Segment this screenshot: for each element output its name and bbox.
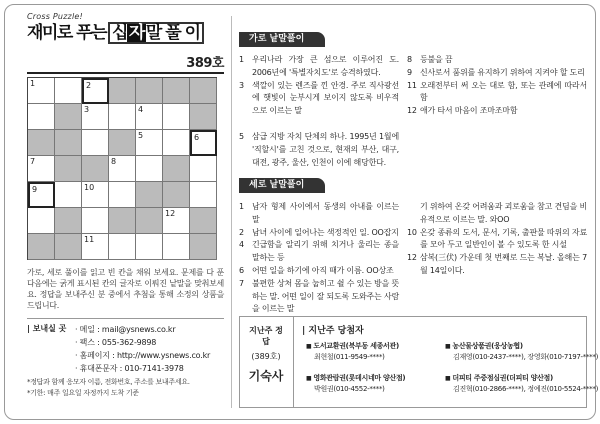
grid-cell[interactable] bbox=[136, 234, 163, 260]
eyebrow: Cross Puzzle! bbox=[27, 12, 83, 21]
grid-cell[interactable] bbox=[82, 130, 109, 156]
clue-number: 7 bbox=[30, 157, 36, 166]
clue-number: 11 bbox=[84, 235, 95, 244]
contact-label: | 보내실 곳 bbox=[27, 324, 67, 333]
across-clue: 12 애가 타서 마음이 조마조마함 bbox=[407, 106, 518, 116]
winners-title: | 지난주 당첨자 bbox=[302, 326, 364, 336]
contact-fax: · 팩스 : 055-362-9898 bbox=[75, 338, 157, 347]
contact-email[interactable]: · 메일 : mail@ysnews.co.kr bbox=[75, 325, 176, 334]
grid-cell[interactable] bbox=[55, 78, 82, 104]
across-clue: 3 색깔이 있는 렌즈를 낀 안경. 주로 직사광선에 햇빛이 눈부시게 보이지 않도록 비우적으로 이르는 말 bbox=[239, 80, 399, 116]
winner-names: 김진혁(010-2866-****), 정예진(010-5524-****) bbox=[453, 385, 599, 393]
grid-cell-blocked bbox=[163, 78, 190, 104]
down-clue: 2 남녀 사이에 일어나는 색정적인 일. OO잡지 bbox=[239, 227, 399, 237]
grid-cell[interactable] bbox=[82, 234, 109, 260]
down-clue: 12 삼복(三伏) 가운데 첫 번째로 드는 복날. 올해는 7월 14일이다. bbox=[407, 253, 587, 275]
grid-cell[interactable] bbox=[109, 234, 136, 260]
winner-entry bbox=[445, 373, 598, 395]
grid-cell[interactable] bbox=[28, 78, 55, 104]
note-entry: *정답과 함께 응모자 이름, 전화번호, 주소를 보내주세요. bbox=[27, 378, 190, 386]
grid-cell[interactable] bbox=[136, 104, 163, 130]
grid-cell[interactable] bbox=[190, 182, 217, 208]
title-char-c: 말 풀 이 bbox=[145, 23, 200, 43]
clue-number: 1 bbox=[30, 79, 36, 88]
title-char-b: 자 bbox=[128, 23, 144, 43]
down-clue-continued: 기 위하여 온갖 어려움과 괴로움을 참고 견딤을 비유적으로 이르는 말. 와OO bbox=[420, 202, 587, 224]
grid-cell-blocked bbox=[55, 156, 82, 182]
grid-cell[interactable] bbox=[28, 208, 55, 234]
grid-cell-blocked bbox=[28, 234, 55, 260]
puzzle-title bbox=[27, 22, 204, 44]
contact-lines bbox=[75, 323, 225, 375]
grid-cell[interactable] bbox=[136, 130, 163, 156]
clue-number: 5 bbox=[138, 131, 144, 140]
across-clue: 8 등불을 끔 bbox=[407, 55, 453, 64]
prize-place: ■ 도서교환권(북부동 세종서관) bbox=[306, 341, 399, 352]
down-clues-col1 bbox=[239, 201, 399, 314]
grid-cell-highlighted[interactable] bbox=[28, 182, 55, 208]
prize-place: ■ 영화관람권(롯데시네마 양산점) bbox=[306, 373, 405, 384]
grid-cell-blocked bbox=[163, 182, 190, 208]
across-clue: 5 삼급 지방 자치 단체의 하나. 1995년 1월에 '직할시'를 고친 것으로, 현재의 부산, 대구, 대전, 광주, 울산, 인천이 이에 해당한다. bbox=[239, 132, 399, 167]
grid-cell-blocked bbox=[82, 156, 109, 182]
clue-number: 10 bbox=[84, 183, 95, 192]
across-clue: 9 신사로서 품위를 유지하기 위하여 지켜야 할 도리 bbox=[407, 67, 585, 77]
winner-entry bbox=[306, 373, 405, 395]
grid-cell-blocked bbox=[109, 78, 136, 104]
results-box bbox=[239, 316, 599, 408]
down-clue: 6 어떤 일을 하기에 아직 때가 이름. OO상조 bbox=[239, 265, 394, 275]
winner-names: 최현철(011-9549-****) bbox=[314, 353, 385, 361]
across-clue: 11 오래전부터 써 오는 대로 함, 또는 관례에 따라서 함 bbox=[407, 80, 587, 103]
grid-cell-blocked bbox=[136, 208, 163, 234]
answer-word: 기숙사 bbox=[248, 369, 284, 383]
grid-cell[interactable] bbox=[55, 182, 82, 208]
grid-cell-blocked bbox=[190, 78, 217, 104]
grid-cell[interactable] bbox=[190, 156, 217, 182]
down-heading: 세로 낱말풀이 bbox=[239, 178, 325, 193]
grid-cell[interactable] bbox=[163, 234, 190, 260]
grid-cell-blocked bbox=[55, 130, 82, 156]
column-divider bbox=[231, 16, 232, 408]
clue-number: 3 bbox=[84, 105, 90, 114]
winner-entry bbox=[445, 341, 598, 363]
prize-place: ■ 농산물상품권(웅상농협) bbox=[445, 341, 598, 352]
grid-cell-blocked bbox=[55, 234, 82, 260]
grid-cell[interactable] bbox=[82, 208, 109, 234]
puzzle-header bbox=[27, 12, 224, 74]
results-divider bbox=[293, 317, 294, 407]
across-clues-col2 bbox=[407, 54, 587, 118]
across-clues-col1 bbox=[239, 54, 399, 118]
grid-cell[interactable] bbox=[82, 104, 109, 130]
grid-cell[interactable] bbox=[109, 104, 136, 130]
grid-cell-blocked bbox=[136, 78, 163, 104]
title-boxed bbox=[108, 22, 203, 44]
grid-cell-blocked bbox=[55, 104, 82, 130]
grid-cell[interactable] bbox=[163, 104, 190, 130]
across-clues-col1b bbox=[239, 131, 399, 169]
contact-homepage[interactable]: · 홈페이지 : http://www.ysnews.co.kr bbox=[75, 351, 211, 360]
prize-place: ■ 더피티 주중점심권(더피티 양산점) bbox=[445, 373, 598, 384]
note-deadline: *기한: 매주 일요일 자정까지 도착 기준 bbox=[27, 389, 139, 397]
crossword-grid bbox=[27, 77, 217, 260]
grid-cell[interactable] bbox=[28, 104, 55, 130]
answer-title: 지난주 정답 bbox=[249, 326, 283, 346]
contact-section bbox=[27, 318, 224, 397]
across-clue: 1 우리나라 가장 큰 섬으로 이루어진 도. 2006년에 '특별자치도'로 승격하였다. bbox=[239, 55, 399, 77]
grid-cell-blocked bbox=[55, 208, 82, 234]
winner-names: 박원권(010-4552-****) bbox=[314, 385, 385, 393]
title-main: 재미로 푸는 bbox=[27, 23, 107, 43]
grid-cell[interactable] bbox=[109, 156, 136, 182]
instructions: 가로, 세로 풀이를 읽고 빈 칸을 채워 보세요. 문제를 다 푼 다음에는 굵게 표시된 칸의 글자로 이뤄진 낱말을 맞춰보세요. 정답을 보내주신 분 중에서 추첨을 통해 소정의 상품을 드립니다. bbox=[27, 268, 224, 310]
grid-cell-highlighted[interactable] bbox=[82, 78, 109, 104]
contact-notes bbox=[27, 377, 227, 399]
clue-number: 8 bbox=[111, 157, 117, 166]
grid-cell[interactable] bbox=[163, 208, 190, 234]
grid-cell-blocked bbox=[136, 182, 163, 208]
grid-cell-blocked bbox=[190, 208, 217, 234]
grid-cell-blocked bbox=[163, 156, 190, 182]
clue-number: 9 bbox=[32, 185, 38, 194]
grid-cell-highlighted[interactable] bbox=[190, 130, 217, 156]
grid-cell[interactable] bbox=[28, 156, 55, 182]
grid-cell[interactable] bbox=[82, 182, 109, 208]
grid-cell-blocked bbox=[28, 130, 55, 156]
grid-cell[interactable] bbox=[109, 182, 136, 208]
header-rule bbox=[27, 72, 224, 74]
clue-number: 6 bbox=[194, 133, 200, 142]
down-clue: 4 긴급함을 알리기 위해 치거나 울리는 종을 말하는 등 bbox=[239, 240, 399, 263]
down-clues-col2 bbox=[407, 201, 587, 278]
down-clue: 1 남자 형제 사이에서 동생의 아내를 이르는 말 bbox=[239, 202, 399, 224]
across-heading: 가로 낱말풀이 bbox=[239, 32, 325, 47]
winner-names: 김재영(010-2437-****), 장영화(010-7197-****) bbox=[453, 353, 599, 361]
answer-issue: (389호) bbox=[251, 352, 281, 361]
grid-cell[interactable] bbox=[136, 156, 163, 182]
down-clue: 10 온갖 종류의 도서, 문서, 기록, 출판물 따위의 자료를 모아 두고 일반인이 볼 수 있도록 한 시설 bbox=[407, 227, 587, 250]
title-char-a: 십 bbox=[112, 23, 127, 43]
issue-number: 389호 bbox=[186, 56, 224, 71]
clue-number: 12 bbox=[165, 209, 176, 218]
grid-cell-blocked bbox=[109, 208, 136, 234]
contact-sms: · 휴대폰문자 : 010-7141-3978 bbox=[75, 364, 184, 373]
grid-cell-blocked bbox=[190, 104, 217, 130]
grid-cell[interactable] bbox=[163, 130, 190, 156]
grid-cell-blocked bbox=[109, 130, 136, 156]
down-clue: 7 불편한 상처 몸을 눕히고 쉴 수 있는 방을 뜻하는 말. 어떤 일이 잘 되도록 도와주는 사람을 이르는 말 bbox=[239, 278, 399, 314]
grid-cell-blocked bbox=[190, 234, 217, 260]
clue-number: 2 bbox=[86, 81, 92, 90]
winner-entry bbox=[306, 341, 399, 363]
clue-number: 4 bbox=[138, 105, 144, 114]
